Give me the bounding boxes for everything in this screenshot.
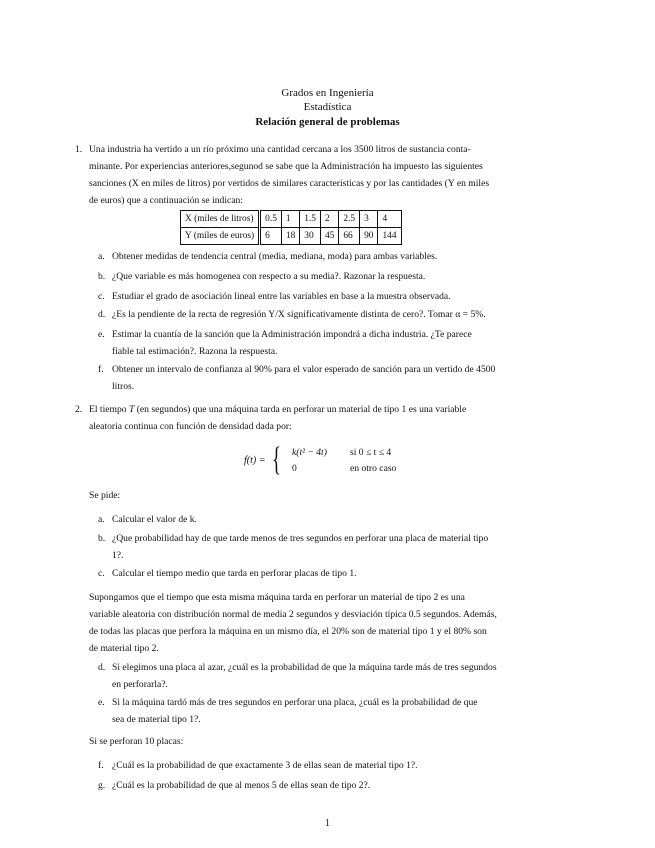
item-line: sea de material tipo 1?. [112,714,201,725]
item-text [112,361,571,395]
problem-1-number: 1. [75,144,83,155]
variable-t: T [128,404,135,415]
formula-lhs [244,453,265,469]
se-pide-label: Se pide: [89,490,121,501]
item-label: a. [98,251,105,262]
subject-title: Estadística [303,101,352,113]
problem-2-paragraph [89,589,571,657]
item-label: b. [98,271,106,282]
item-label: f. [98,364,104,375]
item-text [112,659,571,693]
formula-case1-cond: si 0 ≤ t ≤ 4 [350,447,392,458]
table-cell: 1 [281,211,299,228]
item-text [112,306,571,323]
item-line: Si la máquina tardó más de tres segundos en perforar una placa, ¿cuál es la probabilidad de que [112,697,478,708]
row-header-y: Y (miles de euros) [181,228,260,245]
item-line: Calcular el tiempo medio que tarda en perforar placas de tipo 1. [112,568,357,579]
table-cell: 2 [320,211,338,228]
paragraph-line: Supongamos que el tiempo que esta misma máquina tarda en perforar un material de tipo 2 es una [89,592,465,603]
item-line: litros. [112,381,135,392]
item-label: a. [98,514,105,525]
table-cell: 4 [378,211,401,228]
item-label: b. [98,533,106,544]
item-line: fiable tal estimación?. Razona la respuesta. [112,346,278,357]
formula-case1-expr [292,445,327,461]
item-label: g. [98,780,106,791]
item-line: Obtener un intervalo de confianza al 90% para el valor esperado de sanción para un vertido de 4500 [112,364,496,375]
table-cell: 0.5 [260,211,282,228]
data-table [180,210,402,245]
item-label: f. [98,760,104,771]
paragraph-line: de material tipo 2. [89,643,159,654]
statement-line: aleatoria continua con función de densidad dada por: [89,421,292,432]
case1-expr-text: k(t² − 4t) [292,447,327,458]
item-text [112,530,571,564]
formula-case2-expr: 0 [292,463,297,474]
formula-case2-cond: en otro caso [350,463,397,474]
item-text [112,757,571,774]
table-cell: 3 [360,211,378,228]
item-label: e. [98,697,105,708]
item-line: ¿Es la pendiente de la recta de regresión Y/X significativamente distinta de cero?. Tomar α = 5%. [112,309,486,320]
statement-line: Una industria ha vertido a un río próximo una cantidad cercana a los 3500 litros de sustancia conta- [89,144,471,155]
item-line: Si elegimos una placa al azar, ¿cuál es la probabilidad de que la máquina tarde más de tres segundos [112,662,497,673]
table-cell: 66 [339,228,360,245]
item-label: d. [98,662,106,673]
problem-2-subheading: Si se perforan 10 placas: [89,736,184,747]
problem-2-number: 2. [75,404,83,415]
item-line: Estimar la cuantía de la sanción que la Administración impondrá a dicha industria. ¿Te parece [112,329,472,340]
statement-text: (en segundos) que una máquina tarda en perforar un material de tipo 1 es una variable [134,404,467,415]
item-text [112,248,571,265]
item-line: ¿Cuál es la probabilidad de que al menos 5 de ellas sean de tipo 2?. [112,780,371,791]
item-text [112,694,571,728]
table-cell: 90 [360,228,378,245]
table-cell: 6 [260,228,282,245]
item-line: ¿Que variable es más homogenea con respecto a su media?. Razonar la respuesta. [112,271,426,282]
table-row-y [181,228,402,245]
row-header-x: X (miles de litros) [181,211,260,228]
item-line: ¿Que probabilidad hay de que tarde menos de tres segundos en perforar una placa de material tipo [112,533,489,544]
table-cell: 144 [378,228,401,245]
problem-1-statement [89,141,571,209]
statement-line: minante. Por experiencias anteriores,segunod se sabe que la Administración ha impuesto las siguientes [89,161,483,172]
item-line: Calcular el valor de k. [112,514,197,525]
paragraph-line: variable aleatoria con distribución normal de media 2 segundos y desviación típica 0.5 segundos. Además, [89,609,497,620]
item-line: en perforarla?. [112,679,168,690]
table-cell: 45 [320,228,338,245]
formula-lhs-text: f(t) = [244,455,266,466]
item-text [112,268,571,285]
item-text [112,511,571,528]
statement-line: de euros) que a continuación se indican: [89,195,243,206]
table-cell: 2.5 [339,211,360,228]
item-label: c. [98,291,105,302]
item-line: ¿Cuál es la probabilidad de que exactamente 3 de ellas sean de material tipo 1?. [112,760,418,771]
statement-line: sanciones (X en miles de litros) por vertidos de similares características y por las cantidades (Y en miles [89,178,490,189]
page-number: 1 [325,818,330,829]
item-text [112,565,571,582]
table-row-x [181,211,402,228]
item-label: d. [98,309,106,320]
table-cell: 1.5 [300,211,321,228]
item-text [112,777,571,794]
table-cell: 18 [281,228,299,245]
table-cell: 30 [300,228,321,245]
item-text [112,288,571,305]
statement-line [89,401,571,418]
item-label: e. [98,329,105,340]
item-line: Estudiar el grado de asociación lineal entre las variables en base a la muestra observada. [112,291,451,302]
item-label: c. [98,568,105,579]
item-text [112,326,571,360]
course-title: Grados en Ingeniería [281,87,374,99]
left-brace-icon: { [272,441,281,478]
paragraph-line: de todas las placas que perfora la máquina en un mismo día, el 20% son de material tipo 1 y el 80% son [89,626,487,637]
problem-2-statement [89,401,571,435]
item-line: Obtener medidas de tendencia central (media, mediana, moda) para ambas variables. [112,251,438,262]
item-line: 1?. [112,550,124,561]
document-title: Relación general de problemas [255,116,400,128]
statement-text: El tiempo [89,404,129,415]
